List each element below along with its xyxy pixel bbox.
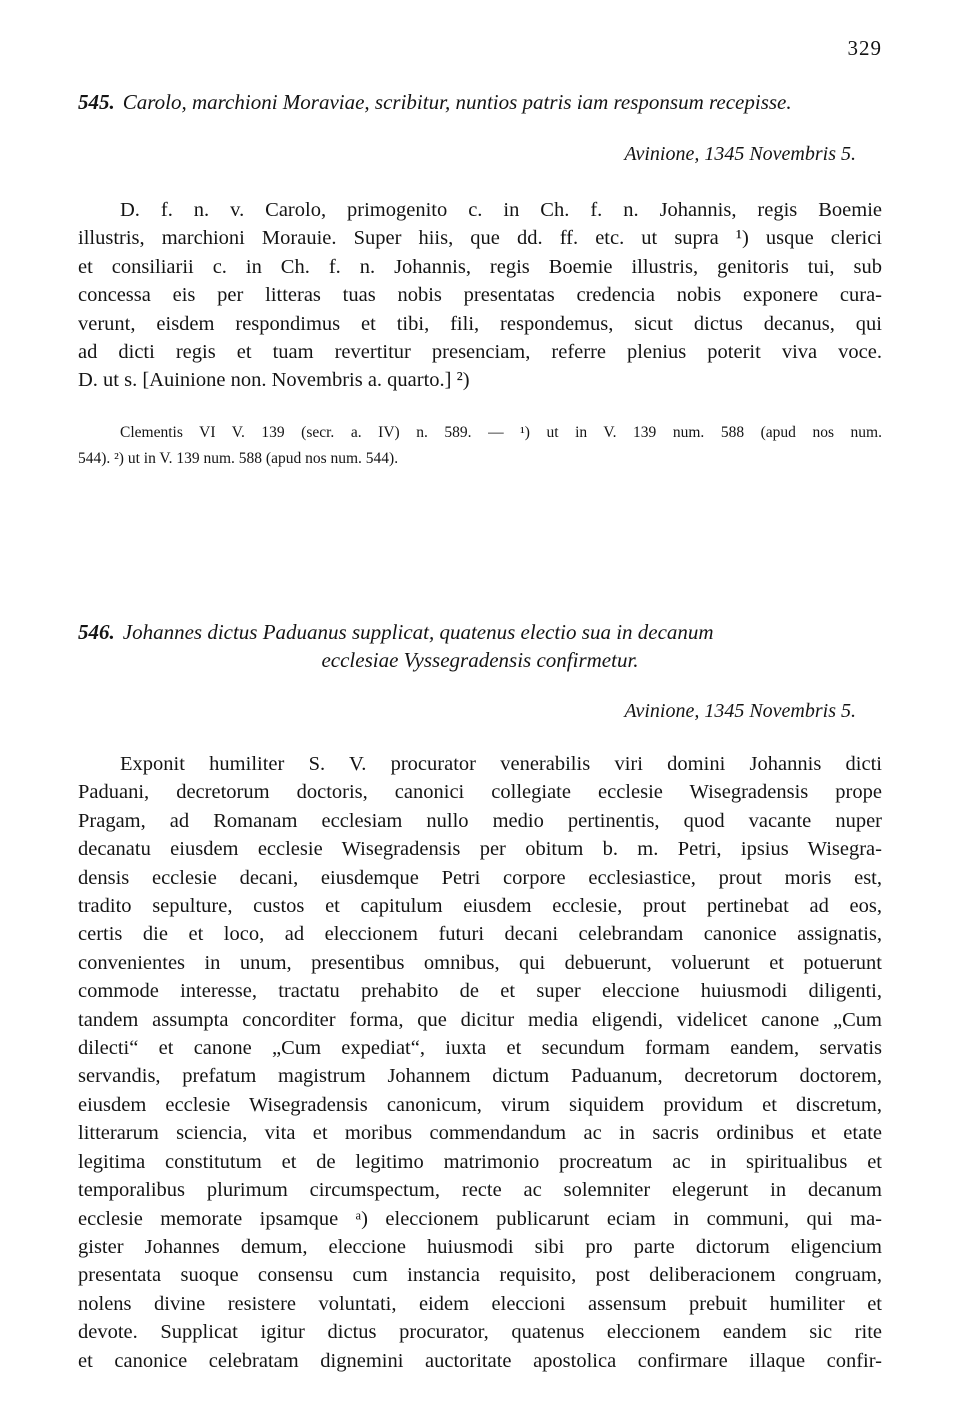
text-line: et canonice celebratam dignemini auctoritate apostolica confirmare illaque confir- (78, 1349, 882, 1372)
text-line: concessa eis per litteras tuas nobis presentatas credencia nobis exponere cura- (78, 284, 882, 307)
text-line: Exponit humiliter S. V. procurator venerabilis viri domini Johannis dicti (120, 753, 882, 775)
entry-title-continued: ecclesiae Vyssegradensis confirmetur. (321, 648, 639, 672)
text-line: presentata suoque consensu cum instancia requisito, post deliberacionem congruam, (78, 1264, 882, 1287)
text-line: commode interesse, tractatu prehabito de et super eleccione huiusmodi diligenti, (78, 980, 882, 1003)
text-line: D. ut s. [Auinione non. Novembris a. quarto.] ²) (78, 369, 470, 392)
text-line: Paduani, decretorum doctoris, canonici collegiate ecclesie Wisegradensis prope (78, 781, 882, 804)
text-line: verunt, eisdem respondimus et tibi, fili, respondemus, sicut dictus decanus, qui (78, 312, 882, 335)
entry-545-dateline: Avinione, 1345 Novembris 5. (624, 143, 856, 165)
text-line: nolens divine resistere voluntati, eidem eleccioni assensum prebuit humiliter et (78, 1292, 882, 1315)
text-line: tandem assumpta concorditer forma, que dicitur media eligendi, videlicet canone „Cum (78, 1008, 882, 1031)
text-line: gister Johannes demum, eleccione huiusmodi sibi pro parte dictorum eligencium (78, 1235, 882, 1258)
text-line: dilecti“ et canone „Cum expediat“, iuxta et secundum formam eandem, servatis (78, 1037, 882, 1060)
text-line: litterarum sciencia, vita et moribus commendandum ac in sacris ordinibus et etate (78, 1122, 882, 1145)
text-line: eiusdem ecclesie Wisegradensis canonicum, virum siquidem providum et discretum, (78, 1093, 882, 1116)
text-line: temporalibus plurimum circumspectum, recte ac solemniter elegerunt in decanum (78, 1179, 882, 1202)
entry-title: Johannes dictus Paduanus supplicat, quatenus electio sua in decanum (122, 620, 714, 644)
entry-546-body (78, 750, 882, 1375)
text-line: Pragam, ad Romanam ecclesiam nullo medio pertinentis, quod vacante nuper (78, 809, 882, 832)
note-line: Clementis VI V. 139 (secr. a. IV) n. 589. — ¹) ut in V. 139 num. 588 (apud nos num. (120, 424, 882, 441)
entry-545-notes (78, 420, 882, 472)
text-line: illustris, marchioni Morauie. Super hiis, que dd. ff. etc. ut supra ¹) usque clerici (78, 227, 882, 250)
text-line: tradito sepulture, custos et capitulum eiusdem ecclesie, prout pertinebat ad eos, (78, 895, 882, 918)
note-line: 544). ²) ut in V. 139 num. 588 (apud nos num. 544). (78, 450, 399, 467)
text-line: legitima constitutum et de legitimo matrimonio procreatum ac in spiritualibus et (78, 1150, 882, 1173)
entry-546-dateline: Avinione, 1345 Novembris 5. (624, 700, 856, 722)
text-line: convenientes in unum, presentibus omnibus, qui debuerunt, voluerunt et potuerunt (78, 951, 882, 974)
text-line: et consiliarii c. in Ch. f. n. Johannis, regis Boemie illustris, genitoris tui, sub (78, 255, 882, 278)
text-line: certis die et loco, ad eleccionem futuri decani celebrandam canonice assignatis, (78, 923, 882, 946)
entry-545-heading (78, 88, 882, 116)
page-number: 329 (847, 36, 882, 60)
text-line: servandis, prefatum magistrum Johannem dictum Paduanum, decretorum doctorem, (78, 1065, 882, 1088)
entry-546-heading (78, 618, 882, 674)
text-line: D. f. n. v. Carolo, primogenito c. in Ch. f. n. Johannis, regis Boemie (120, 199, 882, 221)
entry-title: Carolo, marchioni Moraviae, scribitur, nuntios patris iam responsum recepisse. (122, 90, 792, 114)
text-line: ecclesie memorate ipsamque ᵃ) eleccionem publicarunt eciam in communi, qui ma- (78, 1207, 882, 1230)
text-line: decanatu eiusdem ecclesie Wisegradensis per obitum b. m. Petri, ipsius Wisegra- (78, 838, 882, 861)
text-line: ad dicti regis et tuam revertitur presenciam, referre plenius poterit viva voce. (78, 341, 882, 364)
entry-number: 546. (78, 620, 115, 644)
entry-545-body (78, 196, 882, 395)
entry-number: 545. (78, 90, 115, 114)
text-line: densis ecclesie decani, eiusdemque Petri corpore ecclesiastice, prout moris est, (78, 866, 882, 889)
text-line: devote. Supplicat igitur dictus procurator, quatenus eleccionem eandem sic rite (78, 1321, 882, 1344)
